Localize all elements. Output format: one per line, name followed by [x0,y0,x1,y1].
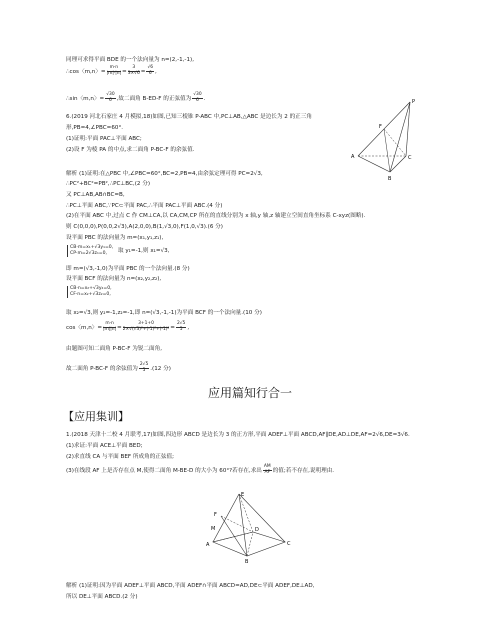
problem-text: 1.(2018 天津十二校 4 月联考,17)如图,四边形 ABCD 是边长为 3 的正方形,平面 ADEF⊥平面 ABCD,AF∥DE,AD⊥DE,AF=2√6,DE=3√6. [66,432,410,438]
formula-line: cos〈m,n〉= $\frac{m\cdot n}{|m||n|}$ = $\frac{3+1+0}{\text{2×√(√3)²+(-1)²+(-1)²}}$ = $\frac{2√5}{5}$ , [66,321,190,332]
fraction: $\frac{3+1+0}{\text{2×√(√3)²+(-1)²+(-1)²}}$ [122,321,170,332]
label-A: A [206,542,210,548]
label-C: C [287,541,291,547]
solution-text: 设平面 BCF 的法向量为 n=(x₂,y₂,z₂), [66,276,162,282]
solution-text: 又 PC⊥AB,AB∩BC=B, [66,192,125,198]
problem-text: (2)设 F 为棱 PA 的中点,求二面角 P-BC-F 的余弦值. [66,147,195,153]
fraction: $\frac{√6}{6}$ [147,65,154,76]
formula-line: 故二面角 P-BC-F 的余弦值为 $\frac{2√5}{5}$ .(12 分) [66,362,171,373]
formula-line: ∴sin〈m,n〉= $\frac{√30}{6}$ ,故二面角 B-ED-F 的正弦值为 $\frac{√30}{6}$ . [66,92,206,103]
text-line: 同理可求得平面 BDE 的一个法向量为 n=(2,-1,-1), [66,57,194,63]
solution-text: 则 C(0,0,0),P(0,0,2√3),A(2,0,0),B(1,√3,0),F(1,0,√3).(6 分) [66,224,223,230]
equation-system: CB·n=x₂+√3y₂=0, CF·n=x₂+√3z₂=0, [66,286,112,298]
problem-text: (1)证明:平面 PAC⊥平面 ABC; [66,136,142,142]
fraction: $\frac{m\cdot n}{|m|\cdot|n|}$ [106,65,121,76]
fraction: $\frac{√30}{6}$ [106,92,115,103]
label-D: D [255,527,259,533]
solution-text: ∴PC²+BC²=PB²,∴PC⊥BC,(2 分) [66,181,151,187]
solution-text: 即 m=(√3,-1,0)为平面 PBC 的一个法向量.(8 分) [66,266,190,272]
label-E: E [241,492,245,498]
problem-text: (3)在线段 AF 上是否存在点 M,使得二面角 M-BE-D 的大小为 60°?若存在,求出 $\frac{AM}{AF}$ 的值;若不存在,说明理由. [66,464,335,475]
solution-text: 设平面 PBC 的法向量为 m=(x₁,y₁,z₁), [66,235,164,241]
sub-title: 【应用集训】 [63,410,129,423]
solution-text: 所以 DE⊥平面 ABCD.(2 分) [66,594,138,600]
label-F: F [214,512,217,518]
problem-text: 6.(2019 河北石家庄 4 月模拟,18)如图,已知三棱锥 P-ABC 中,PC⊥AB,△ABC 是边长为 2 的正三角 [66,114,312,120]
problem-text: 形,PB=4,∠PBC=60°. [66,125,124,131]
formula-line: ∴cos〈m,n〉= $\frac{m\cdot n}{|m|\cdot|n|}$ = $\frac{3}{3\times√6}$ = $\frac{√6}{6}$ , [66,65,157,76]
solution-text: 取 x₂=√3,则 y₂=-1,z₂=-1,即 n=(√3,-1,-1)为平面 BCF 的一个法向量.(10 分) [66,310,262,316]
label-A: A [351,154,355,160]
solid-figure [205,490,295,565]
label-B: B [388,176,392,182]
problem-text: (2)求直线 CA 与平面 BEF 所成角的正弦值; [66,454,174,460]
solution-text: (2)在平面 ABC 中,过点 C 作 CM⊥CA,以 CA,CM,CP 所在的直线分别为 x 轴,y 轴,z 轴建立空间直角坐标系 C-xyz(图略). [66,213,366,219]
fraction: $\frac{m\cdot n}{|m||n|}$ [103,321,117,332]
solution-text: ∴PC⊥平面 ABC,∵PC⊂平面 PAC,∴平面 PAC⊥平面 ABC.(4 分) [66,203,223,209]
equation-system: CB·m=x₁+√3y₁=0, CP·m=2√3z₁=0, 取 y₁=-1,则 x₁=√3, [66,245,169,257]
fraction: $\frac{AM}{AF}$ [263,464,271,475]
fraction: $\frac{3}{3\times√6}$ [127,65,140,76]
tetrahedron-figure [350,96,422,184]
label-P: P [412,99,416,105]
label-C: C [408,155,412,161]
fraction: $\frac{√30}{6}$ [193,92,202,103]
label-B: B [245,559,249,565]
text: ∴cos〈m,n〉= [66,68,106,75]
problem-text: (1)求证:平面 ACE⊥平面 BED; [66,443,143,449]
label-M: M [211,526,216,532]
solution-text: 解析 (1)证明:在△PBC 中,∠PBC=60°,BC=2,PB=4,由余弦定理可得 PC=2√3, [66,171,263,177]
solution-text: 解析 (1)证明:因为平面 ADEF⊥平面 ABCD,平面 ADEF∩平面 ABCD=AD,DE⊂平面 ADEF,DE⊥AD, [66,583,315,589]
fraction: $\frac{2√5}{5}$ [139,362,149,373]
solution-text: 由题图可知二面角 P-BC-F 为锐二面角, [66,346,163,352]
label-F: F [379,124,382,130]
section-title: 应用篇知行合一 [207,386,292,400]
fraction: $\frac{2√5}{5}$ [176,321,186,332]
